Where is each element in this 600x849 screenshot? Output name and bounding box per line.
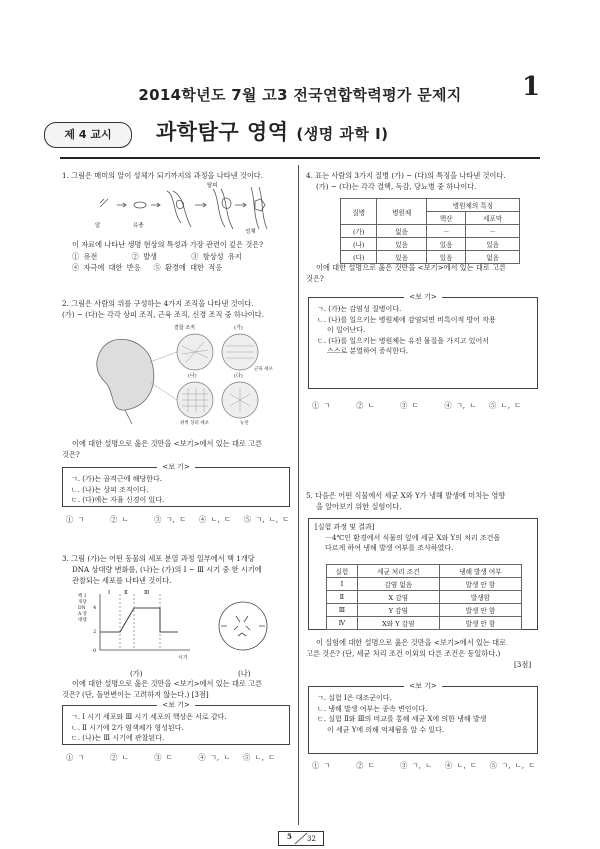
table-cell: 있음 xyxy=(377,251,426,264)
table-cell: X 감염 xyxy=(357,591,439,604)
q3-ylabel: 핵 1개당 DNA 상대량 xyxy=(78,594,88,623)
q1-question: 이 자료에 나타난 생명 현상의 특성과 가장 관련이 깊은 것은? xyxy=(72,240,264,249)
q1-label-nymph: 유충 xyxy=(133,223,144,229)
q3-period-2: Ⅱ xyxy=(124,590,128,596)
table-cell: (다) xyxy=(341,251,377,264)
q5-item-3: ㄷ. 실험 Ⅱ와 Ⅲ의 비교를 통해 세균 X에 의한 냉해 발생 xyxy=(317,715,487,723)
table-cell: 발생 안 함 xyxy=(439,617,521,630)
q3-prompt-line3: 관찰되는 세포를 나타낸 것이다. xyxy=(72,576,172,585)
q2-label-epithelial: 위벽 상피 세포 xyxy=(180,421,209,426)
q3-xlabel: 시기 xyxy=(178,655,188,661)
table-row xyxy=(327,604,522,617)
table-cell: Ⅱ xyxy=(327,591,358,604)
q1-options-row2[interactable]: ④ 자극에 대한 반응 ⑤ 환경에 대한 적응 xyxy=(72,263,223,272)
q5-th-condition: 세균 처리 조건 xyxy=(357,565,439,578)
table-cell: － xyxy=(466,225,520,238)
stomach-tissue-figure xyxy=(90,322,280,432)
q2-label-na: (나) xyxy=(188,373,197,379)
q4-item-3: ㄷ. (다)를 일으키는 병원체는 유전 물질을 가지고 있어서 xyxy=(317,336,490,345)
q5-th-result: 냉해 발생 여부 xyxy=(439,565,521,578)
table-cell: 있음 xyxy=(377,238,426,251)
q2-question-line2: 것은? xyxy=(62,450,80,459)
table-cell: 없음 xyxy=(377,225,426,238)
cicada-lifecycle-figure xyxy=(95,183,275,233)
q5-table xyxy=(326,564,522,630)
q3-fig-b-label: (나) xyxy=(238,669,251,678)
q2-bogi-box xyxy=(62,463,290,507)
q5-prompt-line2: 을 알아보기 위한 실험이다. xyxy=(316,502,402,511)
q3-bogi-box xyxy=(62,701,290,745)
table-cell: X와 Y 감염 xyxy=(357,617,439,630)
table-cell: 발생 안 함 xyxy=(439,604,521,617)
q2-question-line1: 이에 대한 설명으로 옳은 것만을 <보기>에서 있는 대로 고른 xyxy=(72,439,263,448)
q1-prompt: 1. 그림은 매미의 알이 성체가 되기까지의 과정을 나타낸 것이다. xyxy=(62,171,264,180)
q3-options[interactable]: ① ㄱ ② ㄴ ③ ㄷ ④ ㄱ, ㄴ ⑤ ㄴ, ㄷ xyxy=(66,753,276,762)
table-row xyxy=(327,591,522,604)
q4-item-2-cont: 이 일어난다. xyxy=(327,326,366,334)
table-cell: 있음 xyxy=(466,238,520,251)
table-cell: Y 감염 xyxy=(357,604,439,617)
table-cell: 발생 안 함 xyxy=(439,578,521,591)
stomach-drawing xyxy=(97,339,154,410)
table-cell: (가) xyxy=(341,225,377,238)
q5-item-1: ㄱ. 실험 Ⅰ은 대조군이다. xyxy=(317,694,392,702)
table-cell: 있음 xyxy=(426,238,465,251)
q5-question-line1: 이 실험에 대한 설명으로 옳은 것만을 <보기>에서 있는 대로 xyxy=(316,638,507,647)
q4-question-line1: 이에 대한 설명으로 옳은 것만을 <보기>에서 있는 대로 고른 xyxy=(316,263,507,272)
nymph-drawing xyxy=(134,202,146,208)
table-row xyxy=(341,225,520,238)
table-cell: (나) xyxy=(341,238,377,251)
q5-item-3-cont: 이 세균 Y에 의해 억제됨을 알 수 있다. xyxy=(327,725,445,734)
q1-label-adult: 성체 xyxy=(245,229,256,235)
q4-prompt-line2: (가) ~ (다)는 각각 결핵, 독감, 당뇨병 중 하나이다. xyxy=(316,182,477,191)
q3-tick-4: 4 xyxy=(93,605,97,611)
dna-line xyxy=(100,608,178,632)
table-row xyxy=(341,238,520,251)
q1-label-egg: 알 xyxy=(95,223,101,229)
subject-sub: (생명 과학 Ⅰ) xyxy=(296,125,389,143)
q4-item-2: ㄴ. (나)를 일으키는 병원체에 감염되면 비특이적 방어 작용 xyxy=(317,315,496,324)
table-cell: Ⅳ xyxy=(327,617,358,630)
q5-question-line2: 고른 것은? (단, 세균 처리 조건 이외의 다른 조건은 동일하다.) xyxy=(306,649,501,658)
page-number: 1 xyxy=(522,72,541,102)
q3-figure xyxy=(78,588,288,666)
chromosome-drawing xyxy=(234,616,250,636)
q1-label-molt: 탈피 xyxy=(207,183,218,189)
q4-th-feature: 병원체의 특징 xyxy=(426,199,519,212)
subject-main: 과학탐구 영역 xyxy=(156,120,289,144)
session-badge: 제 4 교시 xyxy=(44,122,132,148)
q4-th-pathogen: 병원체 xyxy=(377,199,426,225)
q4-table xyxy=(340,198,520,264)
q2-item-1: ㄱ. (가)는 골격근에 해당한다. xyxy=(71,475,162,483)
q4-th-disease: 질병 xyxy=(341,199,377,225)
q4-th-membrane: 세포막 xyxy=(466,212,520,225)
q4-prompt-line1: 4. 표는 사람의 3가지 질병 (가) ~ (다)의 특징을 나타낸 것이다. xyxy=(306,171,506,180)
q5-setup-title: [실험 과정 및 결과] xyxy=(315,523,375,531)
q4-bogi-box xyxy=(308,293,538,389)
q2-label-neuron: 뉴런 xyxy=(240,421,249,426)
q4-options[interactable]: ① ㄱ ② ㄴ ③ ㄷ ④ ㄱ, ㄴ ⑤ ㄴ, ㄷ xyxy=(312,401,522,410)
molting-drawing xyxy=(222,198,231,208)
q3-period-3: Ⅲ xyxy=(144,590,150,596)
q5-item-2: ㄴ. 냉해 발생 여부는 종속 변인이다. xyxy=(317,704,428,713)
q2-label-muscle-cell: 근육 세포 xyxy=(254,367,273,372)
q3-bogi-title: <보 기> xyxy=(157,701,194,709)
page-slash xyxy=(279,832,323,845)
q3-item-3: ㄷ. (나)는 Ⅲ 시기에 관찰된다. xyxy=(71,734,165,742)
table-cell: 감염 없음 xyxy=(357,578,439,591)
page-current: 5 xyxy=(287,832,292,841)
q3-tick-2: 2 xyxy=(93,629,97,635)
q5-options[interactable]: ① ㄱ ② ㄷ ③ ㄱ, ㄴ ④ ㄴ, ㄷ ⑤ ㄱ, ㄴ, ㄷ xyxy=(312,761,536,770)
q2-label-da: (다) xyxy=(234,373,243,379)
egg-branch-drawing xyxy=(100,199,108,207)
q3-item-2: ㄴ. Ⅱ 시기에 2가 염색체가 형성된다. xyxy=(71,723,184,732)
subject-title xyxy=(156,116,389,146)
page-indicator xyxy=(278,831,324,846)
q4-bogi-title: <보 기> xyxy=(404,293,441,301)
table-cell: Ⅲ xyxy=(327,604,358,617)
table-cell: 없음 xyxy=(466,251,520,264)
page-total: 32 xyxy=(307,835,316,843)
q5-bogi-box xyxy=(308,682,538,754)
q1-options-row1[interactable]: ① 유전 ② 발생 ③ 항상성 유지 xyxy=(72,252,242,261)
q5-th-exp: 실험 xyxy=(327,565,358,578)
q3-question-line2: 것은? (단, 돌연변이는 고려하지 않는다.) [3점] xyxy=(62,690,209,699)
table-cell: 발생함 xyxy=(439,591,521,604)
q4-item-3-cont: 스스로 분열하여 증식한다. xyxy=(327,347,409,355)
q3-question-line1: 이에 대한 설명으로 옳은 것만을 <보기>에서 있는 대로 고른 xyxy=(72,679,263,688)
q3-prompt-line1: 3. 그림 (가)는 어떤 동물의 세포 분열 과정 일부에서 핵 1개당 xyxy=(62,554,255,563)
q2-options[interactable]: ① ㄱ ② ㄴ ③ ㄱ, ㄷ ④ ㄴ, ㄷ ⑤ ㄱ, ㄴ, ㄷ xyxy=(66,515,290,524)
q2-label-connective: 결합 조직 xyxy=(174,325,195,331)
table-row xyxy=(327,578,522,591)
q2-label-ga: (가) xyxy=(234,325,243,331)
column-divider xyxy=(298,165,299,825)
table-cell: 있음 xyxy=(426,251,465,264)
q3-prompt-line2: DNA 상대량 변화를, (나)는 (가)의 Ⅰ ~ Ⅲ 시기 중 한 시기에 xyxy=(72,565,262,574)
q2-prompt-line1: 2. 그림은 사람의 위를 구성하는 4가지 조직을 나타낸 것이다. xyxy=(62,299,254,308)
q2-figure xyxy=(90,322,280,432)
q5-points: [3점] xyxy=(514,660,532,669)
table-cell: － xyxy=(426,225,465,238)
q3-period-1: Ⅰ xyxy=(108,590,111,596)
q5-prompt-line1: 5. 다음은 어떤 식물에서 세균 X와 Y가 냉해 발생에 미치는 영향 xyxy=(306,491,506,500)
q3-tick-0: 0 xyxy=(93,648,97,654)
q4-question-line2: 것은? xyxy=(306,274,324,283)
q3-item-1: ㄱ. Ⅰ 시기 세포와 Ⅲ 시기 세포의 핵상은 서로 같다. xyxy=(71,713,227,721)
table-row xyxy=(327,617,522,630)
q5-bogi-title: <보 기> xyxy=(404,682,441,690)
header-divider xyxy=(60,157,540,159)
q4-item-1: ㄱ. (가)는 감염성 질병이다. xyxy=(317,305,402,313)
q3-fig-a-label: (가) xyxy=(130,669,143,678)
q4-th-nucleic: 핵산 xyxy=(426,212,465,225)
q2-prompt-line2: (가) ~ (다)는 각각 상피 조직, 근육 조직, 신경 조직 중 하나이다. xyxy=(62,310,264,319)
q2-bogi-title: <보 기> xyxy=(157,463,194,471)
q1-figure xyxy=(95,183,275,233)
q2-item-2: ㄴ. (나)는 상피 조직이다. xyxy=(71,485,149,494)
table-cell: Ⅰ xyxy=(327,578,358,591)
q5-setup-line1: －4℃인 환경에서 식물의 잎에 세균 X와 Y의 처리 조건을 xyxy=(325,533,501,542)
q5-setup-line2: 다르게 하여 냉해 발생 여부를 조사하였다. xyxy=(325,544,454,552)
adult-cicada-drawing xyxy=(255,199,265,211)
q2-item-3: ㄷ. (다)에는 자율 신경이 있다. xyxy=(71,496,165,504)
graph-axes xyxy=(100,594,190,650)
exam-title: 2014학년도 7월 고3 전국연합학력평가 문제지 xyxy=(138,86,462,104)
